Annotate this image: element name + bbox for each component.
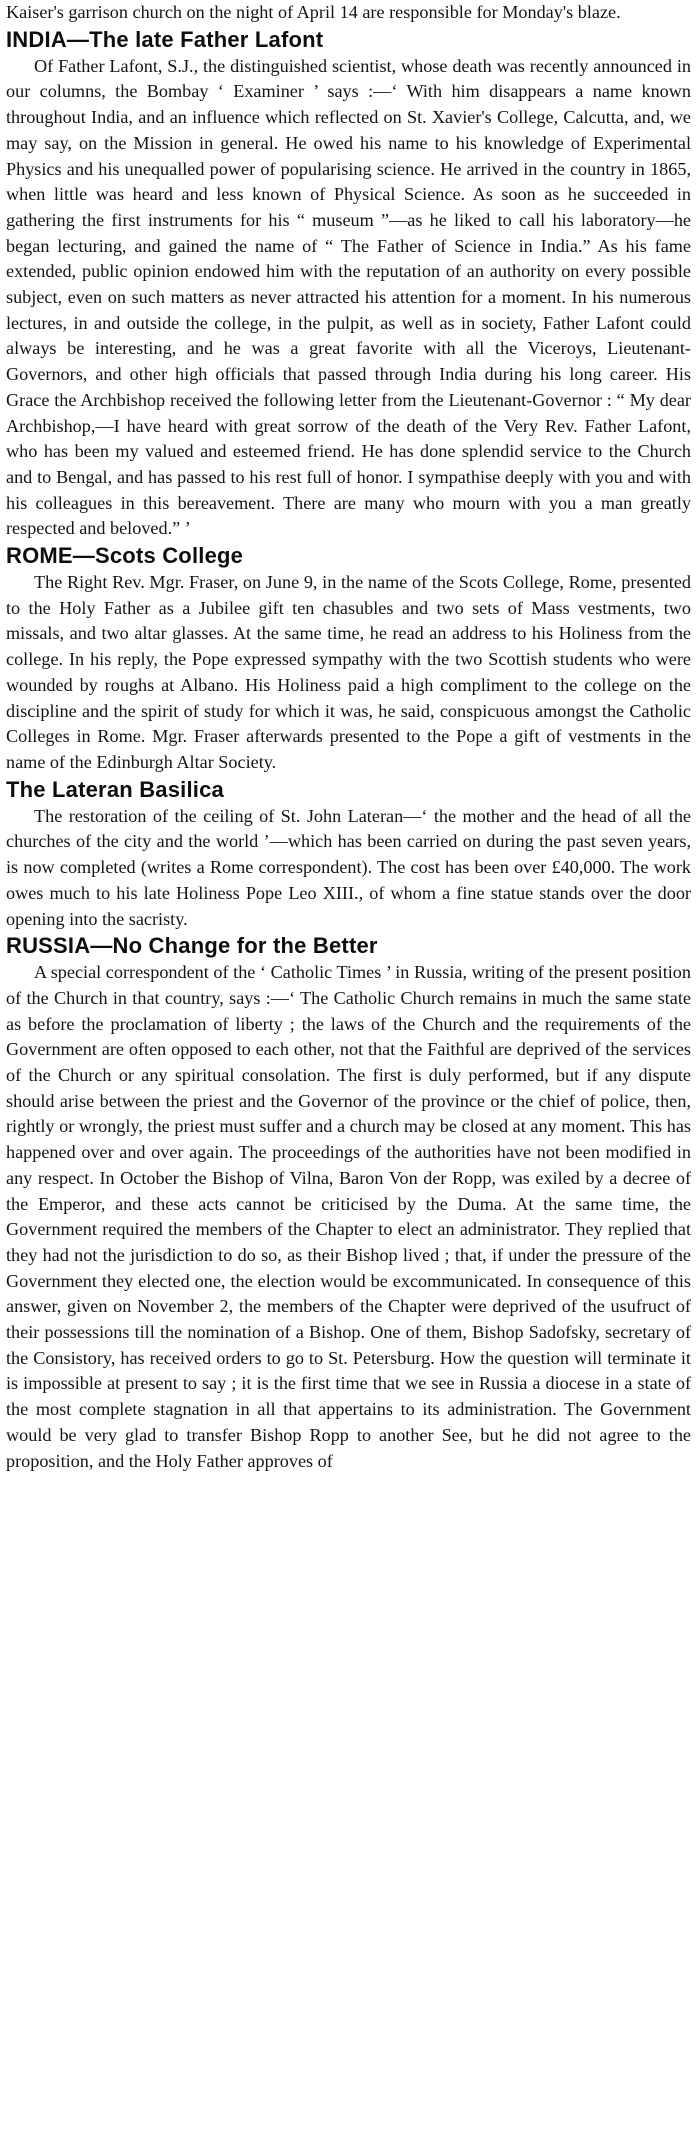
- section-lateran: [6, 776, 691, 933]
- intro-text: Kaiser's garrison church on the night of April 14 are responsible for Monday's blaze.: [6, 2, 621, 22]
- section-heading-lateran: The Lateran Basilica: [6, 776, 224, 802]
- paragraph-india-father-lafont: Of Father Lafont, S.J., the distinguished scientist, whose death was recently announced in our columns, the Bombay ‘ Examiner ’ says :—‘ With him disappears a name known throughout India, and an influence which reflected on St. Xavier's College, Calcutta, and, we may say, on the Mission in general. He owed his name to his knowledge of Experimental Physics and his unequalled power of popularising science. He arrived in the country in 1865, when little was heard and less known of Physical Science. As soon as he succeeded in gathering the first instruments for his “ museum ”—as he liked to call his laboratory—he began lecturing, and gained the name of “ The Father of Science in India.” As his fame extended, public opinion endowed him with the reputation of an authority on every possible subject, even on such matters as never attracted his attention for a moment. In his numerous lectures, in and outside the college, in the pulpit, as well as in society, Father Lafont could always be interesting, and he was a great favorite with all the Viceroys, Lieutenant-Governors, and other high officials that passed through India during his long career. His Grace the Archbishop received the following letter from the Lieutenant-Governor : “ My dear Archbishop,—I have heard with great sorrow of the death of the Very Rev. Father Lafont, who has been my valued and esteemed friend. He has done splendid service to the Church and to Bengal, and has passed to his rest full of honor. I sympathise deeply with you and with his colleagues in this bereavement. There are many who mourn with you a man greatly respected and beloved.” ’: [6, 55, 691, 539]
- section-heading-rome: ROME—Scots College: [6, 543, 244, 569]
- paragraph-rome-scots-college: The Right Rev. Mgr. Fraser, on June 9, in the name of the Scots College, Rome, presented to the Holy Father as a Jubilee gift ten chasubles and two sets of Mass vestments, two missals, and two altar glasses. At the same time, he read an address to his Holiness from the college. In his reply, the Pope expressed sympathy with the two Scottish students who were wounded by roughs at Albano. His Holiness paid a high compliment to the college on the discipline and the spirit of study for which it was, he said, conspicuous amongst the Catholic Colleges in Rome. Mgr. Fraser afterwards presented to the Pope a gift of vestments in the name of the Edinburgh Altar Society.: [6, 572, 691, 772]
- paragraph-russia-no-change: A special correspondent of the ‘ Catholic Times ’ in Russia, writing of the present position of the Church in that country, says :—‘ The Catholic Church remains in much the same state as before the proclamation of liberty ; the laws of the Church and the requirements of the Government are often opposed to each other, not that the Faithful are deprived of the services of the Church or any spiritual consolation. The first is duly performed, but if any dispute should arise between the priest and the Governor of the province or the chief of police, then, rightly or wrongly, the priest must suffer and a church may be closed at any moment. This has happened over and over again. The proceedings of the authorities have not been modified in any respect. In October the Bishop of Vilna, Baron Von der Ropp, was exiled by a decree of the Emperor, and these acts cannot be criticised by the Duma. At the same time, the Government required the members of the Chapter to elect an administrator. They replied that they had not the jurisdiction to do so, as their Bishop lived ; that, if under the pressure of the Government they elected one, the election would be excommunicated. In consequence of this answer, given on November 2, the members of the Chapter were deprived of the usufruct of their possessions till the nomination of a Bishop. One of them, Bishop Sadofsky, secretary of the Consistory, has received orders to go to St. Petersburg. How the question will terminate it is impossible at present to say ; it is the first time that we see in Russia a diocese in a state of the most complete stagnation in all that appertains to its administration. The Government would be very glad to transfer Bishop Ropp to another See, but he did not agree to the proposition, and the Holy Father approves of: [6, 962, 691, 1471]
- section-russia: [6, 932, 691, 1474]
- section-heading-russia: RUSSIA—No Change for the Better: [6, 933, 378, 959]
- section-india: [6, 26, 691, 542]
- section-heading-india: INDIA—The late Father Lafont: [6, 26, 324, 52]
- section-rome: [6, 542, 691, 776]
- paragraph-lateran-basilica: The restoration of the ceiling of St. John Lateran—‘ the mother and the head of all the churches of the city and the world ’—which has been carried on during the past seven years, is now completed (writes a Rome correspondent). The cost has been over £40,000. The work owes much to his late Holiness Pope Leo XIII., of whom a fine statue stands over the door opening into the sacristy.: [6, 805, 691, 929]
